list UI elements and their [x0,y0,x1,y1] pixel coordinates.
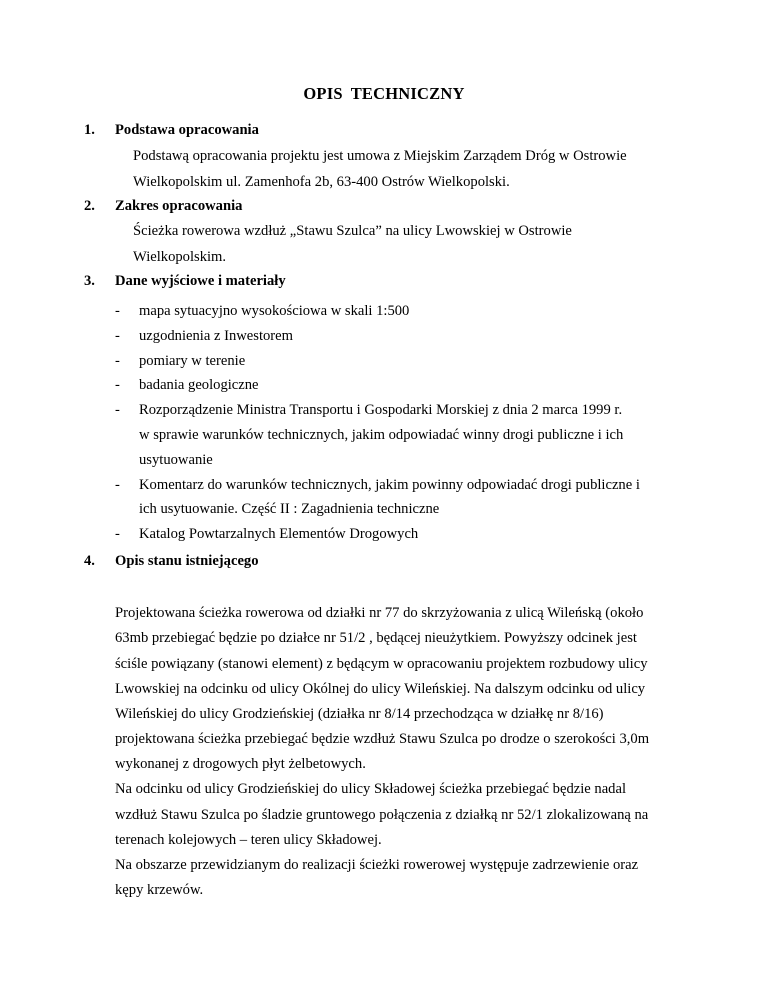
paragraph-line: 63mb przebiegać będzie po działce nr 51/2 , będącej nieużytkiem. Powyższy odcinek jest [115,630,637,646]
list-bullet: - [115,328,120,344]
paragraph-line: projektowana ścieżka przebiegać będzie wzdłuż Stawu Szulca po drodze o szerokości 3,0m [115,731,650,747]
list-item-text: uzgodnienia z Inwestorem [139,328,293,344]
section-number: 4. [84,553,95,569]
paragraph-line: terenach kolejowych – teren ulicy Składowej. [115,832,382,848]
document-title: OPIS TECHNICZNY [303,84,465,103]
section-number: 3. [84,273,95,289]
list-item-text: badania geologiczne [139,377,259,393]
paragraph-line: wykonanej z drogowych płyt żelbetowych. [115,756,366,772]
list-bullet: - [115,353,120,369]
list-bullet: - [115,377,120,393]
paragraph-line: Wielkopolskim ul. Zamenhofa 2b, 63-400 Ostrów Wielkopolski. [133,174,510,190]
list-bullet: - [115,526,120,542]
list-item-text: ich usytuowanie. Część II : Zagadnienia techniczne [139,501,440,517]
list-item-text: Rozporządzenie Ministra Transportu i Gospodarki Morskiej z dnia 2 marca 1999 r. [139,402,623,418]
paragraph-line: kępy krzewów. [115,882,204,898]
paragraph-line: Ścieżka rowerowa wzdłuż „Stawu Szulca” na ulicy Lwowskiej w Ostrowie [133,223,572,239]
section-number: 2. [84,198,95,214]
list-item-text: pomiary w terenie [139,353,246,369]
list-item-text: usytuowanie [139,452,213,468]
list-item-text: Komentarz do warunków technicznych, jakim powinny odpowiadać drogi publiczne i [139,477,640,493]
list-item-text: Katalog Powtarzalnych Elementów Drogowych [139,526,419,542]
section-number: 1. [84,122,95,138]
list-item-text: w sprawie warunków technicznych, jakim odpowiadać winny drogi publiczne i ich [139,427,624,443]
list-item-text: mapa sytuacyjno wysokościowa w skali 1:500 [139,303,410,319]
paragraph-line: Projektowana ścieżka rowerowa od działki nr 77 do skrzyżowania z ulicą Wileńską (około [115,605,644,621]
list-bullet: - [115,402,120,418]
paragraph-line: Na odcinku od ulicy Grodzieńskiej do ulicy Składowej ścieżka przebiegać będzie nadal [115,781,627,797]
list-bullet: - [115,303,120,319]
list-bullet: - [115,477,120,493]
paragraph-line: Podstawą opracowania projektu jest umowa z Miejskim Zarządem Dróg w Ostrowie [133,148,627,164]
section-heading: Zakres opracowania [115,198,243,214]
section-heading: Dane wyjściowe i materiały [115,273,286,289]
paragraph-line: wzdłuż Stawu Szulca po śladzie gruntowego połączenia z działką nr 52/1 zlokalizowaną na [115,807,649,823]
paragraph-line: ściśle powiązany (stanowi element) z będącym w opracowaniu projektem rozbudowy ulicy [115,656,648,672]
paragraph-line: Wileńskiej do ulicy Grodzieńskiej (działka nr 8/14 przechodząca w działkę nr 8/16) [115,706,604,722]
paragraph-line: Na obszarze przewidzianym do realizacji ścieżki rowerowej występuje zadrzewienie oraz [115,857,639,873]
section-heading: Podstawa opracowania [115,122,259,138]
paragraph-line: Wielkopolskim. [133,249,227,265]
section-heading: Opis stanu istniejącego [115,553,259,569]
paragraph-line: Lwowskiej na odcinku od ulicy Okólnej do ulicy Wileńskiej. Na dalszym odcinku od ulicy [115,681,646,697]
